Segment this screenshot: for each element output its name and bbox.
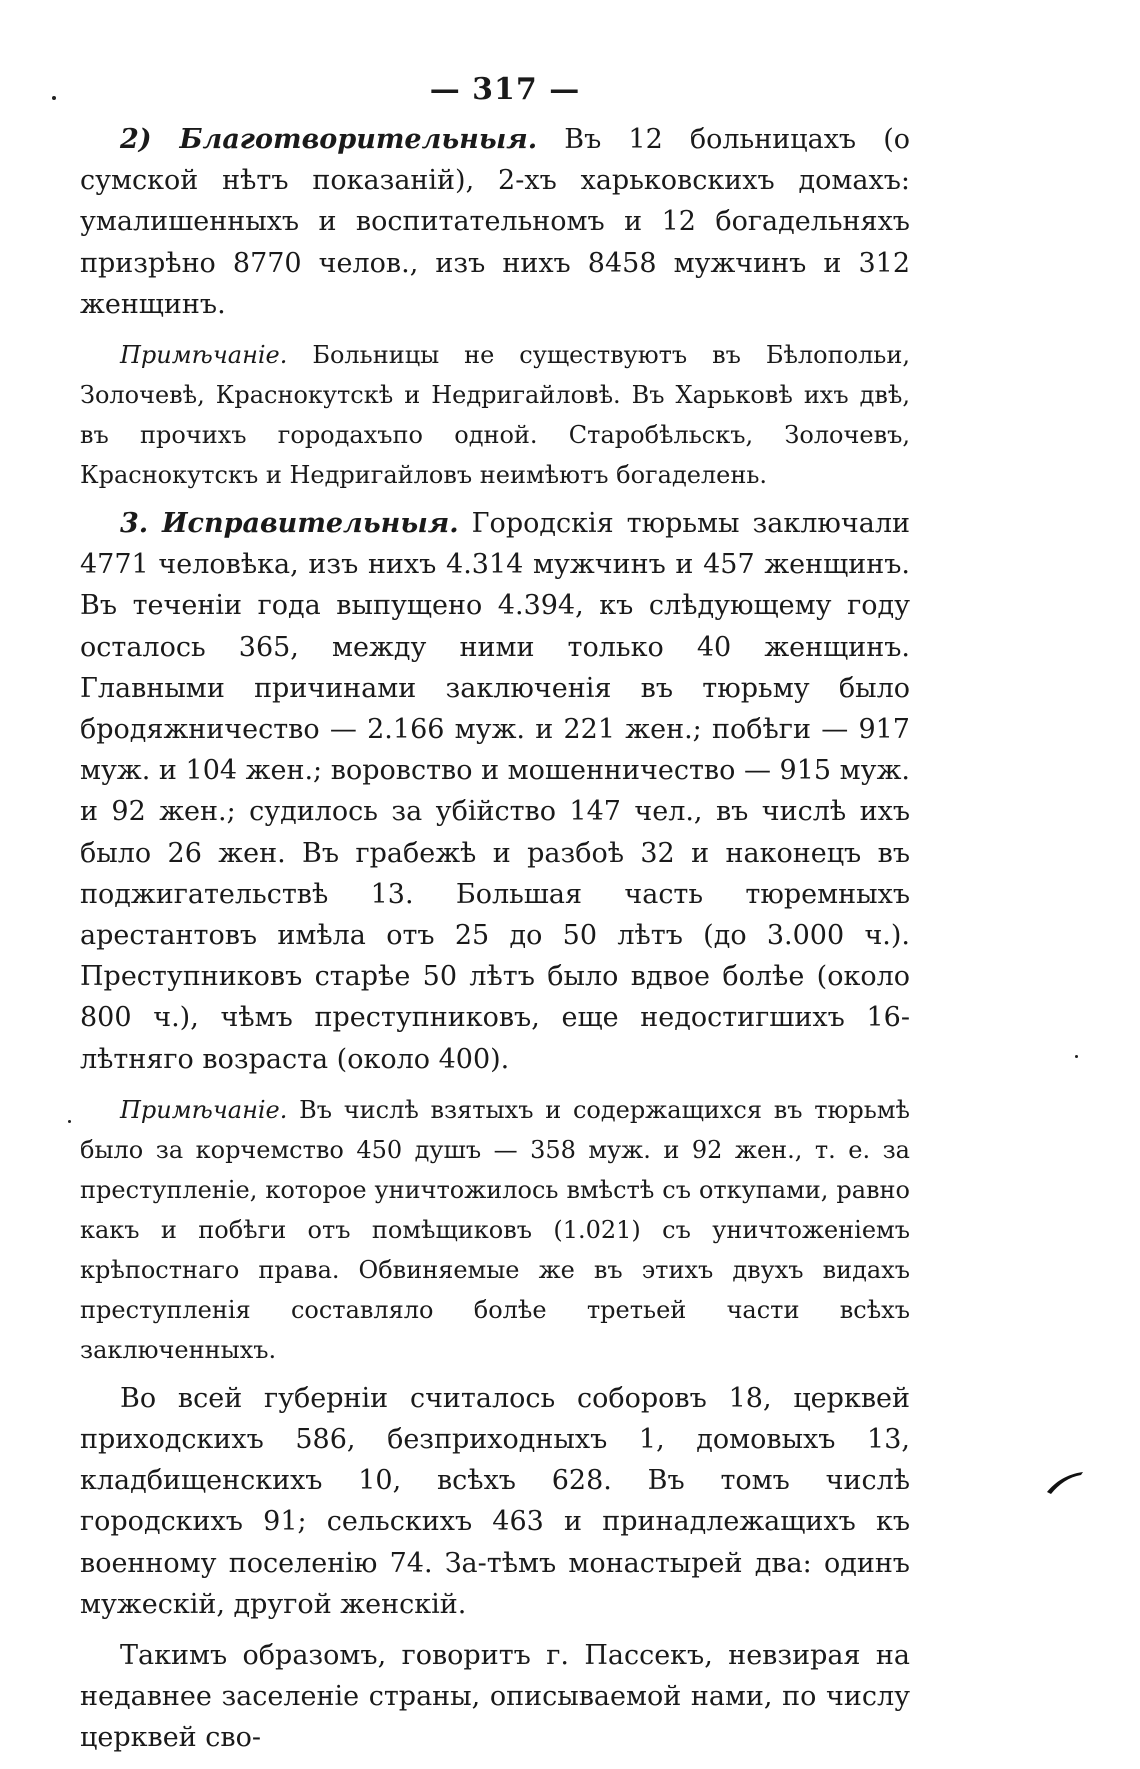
print-speck [1075,1055,1078,1058]
book-page [80,72,910,1769]
paragraph-correctional [80,503,910,1080]
ink-mark-icon [1045,1468,1085,1496]
note-hospitals [80,335,910,495]
page-number: — 317 — [429,72,581,107]
section-heading-correctional: 3. Исправительныя. [120,508,459,540]
paragraph-churches [80,1378,910,1625]
paragraph-text: Во всей губерніи считалось соборовъ 18, церквей приходскихъ 586, безприходныхъ 1, домовыхъ 13, кладбищенскихъ 10, всѣхъ 628. Въ томъ числѣ городскихъ 91; сельскихъ 463 и принадлежащихъ къ военному поселенію 74. За-тѣмъ монастырей два: одинъ мужескій, другой женскій. [80,1382,910,1620]
note-text: Въ числѣ взятыхъ и содержащихся въ тюрьмѣ было за корчемство 450 душъ — 358 муж. и 92 жен., т. е. за преступленіе, которое уничтожилось вмѣстѣ съ откупами, равно какъ и побѣги отъ помѣщиковъ (1.021) съ уничтоженіемъ крѣпостнаго права. Обвиняемые же въ этихъ двухъ видахъ преступленія составляло болѣе третьей части всѣхъ заключенныхъ. [80,1095,910,1364]
paragraph-conclusion [80,1635,910,1759]
section-heading-charitable: 2) Благотворительныя. [120,124,538,155]
note-label: Примѣчаніе. [120,1095,288,1124]
note-prisoners [80,1090,910,1370]
print-speck [68,1120,71,1123]
paragraph-text: Городскія тюрьмы заключали 4771 человѣка, изъ нихъ 4.314 мужчинъ и 457 женщинъ. Въ теченіи года выпущено 4.394, къ слѣдующему году осталось 365, между ними только 40 женщинъ. Главными причинами заключенія въ тюрьму было бродяжничество — 2.166 муж. и 221 жен.; побѣги — 917 муж. и 104 жен.; воровство и мошенничество — 915 муж. и 92 жен.; судилось за убійство 147 чел., въ числѣ ихъ было 26 жен. Въ грабежѣ и разбоѣ 32 и наконецъ въ поджигательствѣ 13. Большая часть тюремныхъ арестантовъ имѣла отъ 25 до 50 лѣтъ (до 3.000 ч.). Преступниковъ старѣе 50 лѣтъ было вдвое болѣе (около 800 ч.), чѣмъ преступниковъ, еще недостигшихъ 16-лѣтняго возраста (около 400). [80,508,910,1075]
print-speck [52,96,56,100]
note-text: Больницы не существуютъ въ Бѣлопольи, Золочевѣ, Краснокутскѣ и Недригайловѣ. Въ Харьковѣ ихъ двѣ, въ прочихъ городахъпо одной. Старобѣльскъ, Золочевъ, Краснокутскъ и Недригайловъ неимѣютъ богаделень. [80,341,910,490]
paragraph-charitable [80,119,910,325]
paragraph-text: Такимъ образомъ, говоритъ г. Пассекъ, невзирая на недавнее заселеніе страны, описываемой нами, по числу церквей сво- [80,1640,910,1754]
note-label: Примѣчаніе. [120,341,288,370]
paragraph-text: Въ 12 больницахъ (о сумской нѣтъ показаній), 2-хъ харьковскихъ домахъ: умалишенныхъ и воспитательномъ и 12 богадельняхъ призрѣно 8770 челов., изъ нихъ 8458 мужчинъ и 312 женщинъ. [80,124,911,320]
